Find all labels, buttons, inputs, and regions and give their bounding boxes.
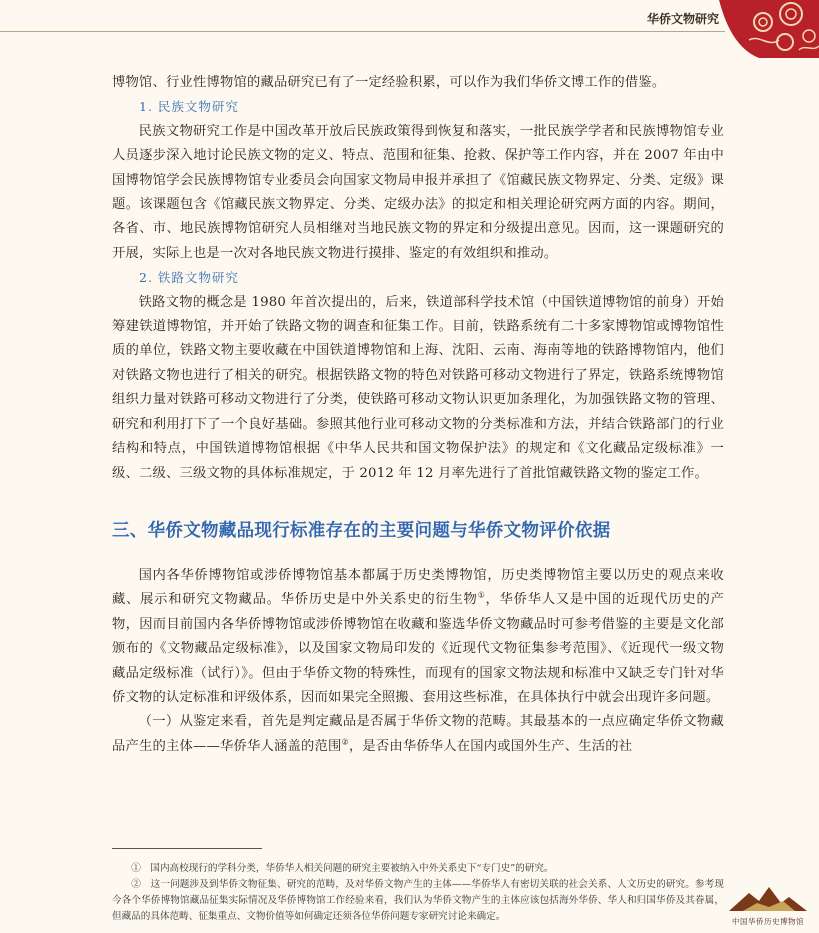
section-paragraph-2: （一）从鉴定来看，首先是判定藏品是否属于华侨文物的范畴。其最基本的一点应确定华侨文物藏品产生的主体——华侨华人涵盖的范围②，是否由华侨华人在国内或国外生产、生活的社 xyxy=(112,714,724,754)
ethnic-relics-paragraph: 民族文物研究工作是中国改革开放后民族政策得到恢复和落实，一批民族学学者和民族博物馆专业人员逐步深入地讨论民族文物的定义、特点、范围和征集、抢救、保护等工作内容，并在 2007 年由中国博物馆学会民族博物馆专业委员会向国家文物局申报并承担了《馆藏民族文物界定、分类、定级》课题。该课题包含《馆藏民族文物界定、分类、定级办法》的拟定和相关理论研究两方面的内容。期间，各省、市、地民族博物馆研究人员相继对当地民族文物的界定和分级提出意见。因而，这一课题研究的开展，实际上也是一次对各地民族文物进行摸排、鉴定的有效组织和推动。 xyxy=(112,123,724,261)
footnote-2: ② 这一问题涉及到华侨文物征集、研究的范畴，及对华侨文物产生的主体——华侨华人有密切关联的社会关系、人文历史的研究。参考现今各个华侨博物馆藏品征集实际情况及华侨博物馆工作经验来看，我们认为华侨文物产生的主体应该包括海外华侨、华人和归国华侨及其眷属，但藏品的具体范畴、征集重点、文物价值等如何确定还须各位华侨问题专家研究讨论来确定。 xyxy=(112,879,724,922)
footnote-1: ① 国内高校现行的学科分类，华侨华人相关问题的研究主要被纳入中外关系史下“专门史”的研究。 xyxy=(131,863,554,874)
footnotes xyxy=(112,861,724,925)
footnote-ref-2[interactable]: ② xyxy=(341,737,349,747)
railway-relics-paragraph: 铁路文物的概念是 1980 年首次提出的，后来，铁道部科学技术馆（中国铁道博物馆的前身）开始筹建铁道博物馆，并开始了铁路文物的调查和征集工作。目前，铁路系统有二十多家博物馆或博物馆性质的单位，铁路文物主要收藏在中国铁道博物馆和上海、沈阳、云南、海南等地的铁路博物馆内，他们对铁路文物也进行了相关的研究。根据铁路文物的特色对铁路可移动文物进行了界定，铁路系统博物馆组织力量对铁路可移动文物进行了分类，使铁路可移动文物认识更加条理化，为加强铁路文物的管理、研究和利用打下了一个良好基础。参照其他行业可移动文物的分类标准和方法，并结合铁路部门的行业结构和特点，中国铁道博物馆根据《中华人民共和国文物保护法》的规定和《文化藏品定级标准》一级、二级、三级文物的具体标准规定，于 2012 年 12 月率先进行了首批馆藏铁路文物的鉴定工作。 xyxy=(112,294,724,481)
footnote-ref-1[interactable]: ① xyxy=(477,590,486,600)
subheading-ethnic-relics: 1. 民族文物研究 xyxy=(139,99,239,115)
page-header xyxy=(0,0,819,40)
section-title: 三、华侨文物藏品现行标准存在的主要问题与华侨文物评价依据 xyxy=(112,520,611,541)
museum-logo xyxy=(723,881,813,927)
header-rule xyxy=(0,31,725,32)
running-title: 华侨文物研究 xyxy=(646,12,719,26)
footnote-rule xyxy=(112,848,262,849)
corner-ornament-icon xyxy=(719,0,819,58)
subheading-railway-relics: 2. 铁路文物研究 xyxy=(139,270,239,286)
intro-paragraph: 博物馆、行业性博物馆的藏品研究已有了一定经验积累，可以作为我们华侨文博工作的借鉴。 xyxy=(112,75,666,90)
mountain-logo-icon xyxy=(723,881,813,915)
section-paragraph-1: 国内各华侨博物馆或涉侨博物馆基本都属于历史类博物馆，历史类博物馆主要以历史的观点来收藏、展示和研究文物藏品。华侨历史是中外关系史的衍生物①，华侨华人又是中国的近现代历史的产物，因而目前国内各华侨博物馆或涉侨博物馆在收藏和鉴选华侨文物藏品时可参考借鉴的主要是文化部颁布的《文物藏品定级标准》，以及国家文物局印发的《近现代文物征集参考范围》、《近现代一级文物藏品定级标准（试行）》。但由于华侨文物的特殊性，而现有的国家文物法规和标准中又缺乏专门针对华侨文物的认定标准和评级体系，因而如果完全照搬、套用这些标准，在具体执行中就会出现许多问题。 xyxy=(112,567,725,705)
logo-text: 中国华侨历史博物馆 xyxy=(732,917,804,926)
main-content xyxy=(112,71,724,759)
